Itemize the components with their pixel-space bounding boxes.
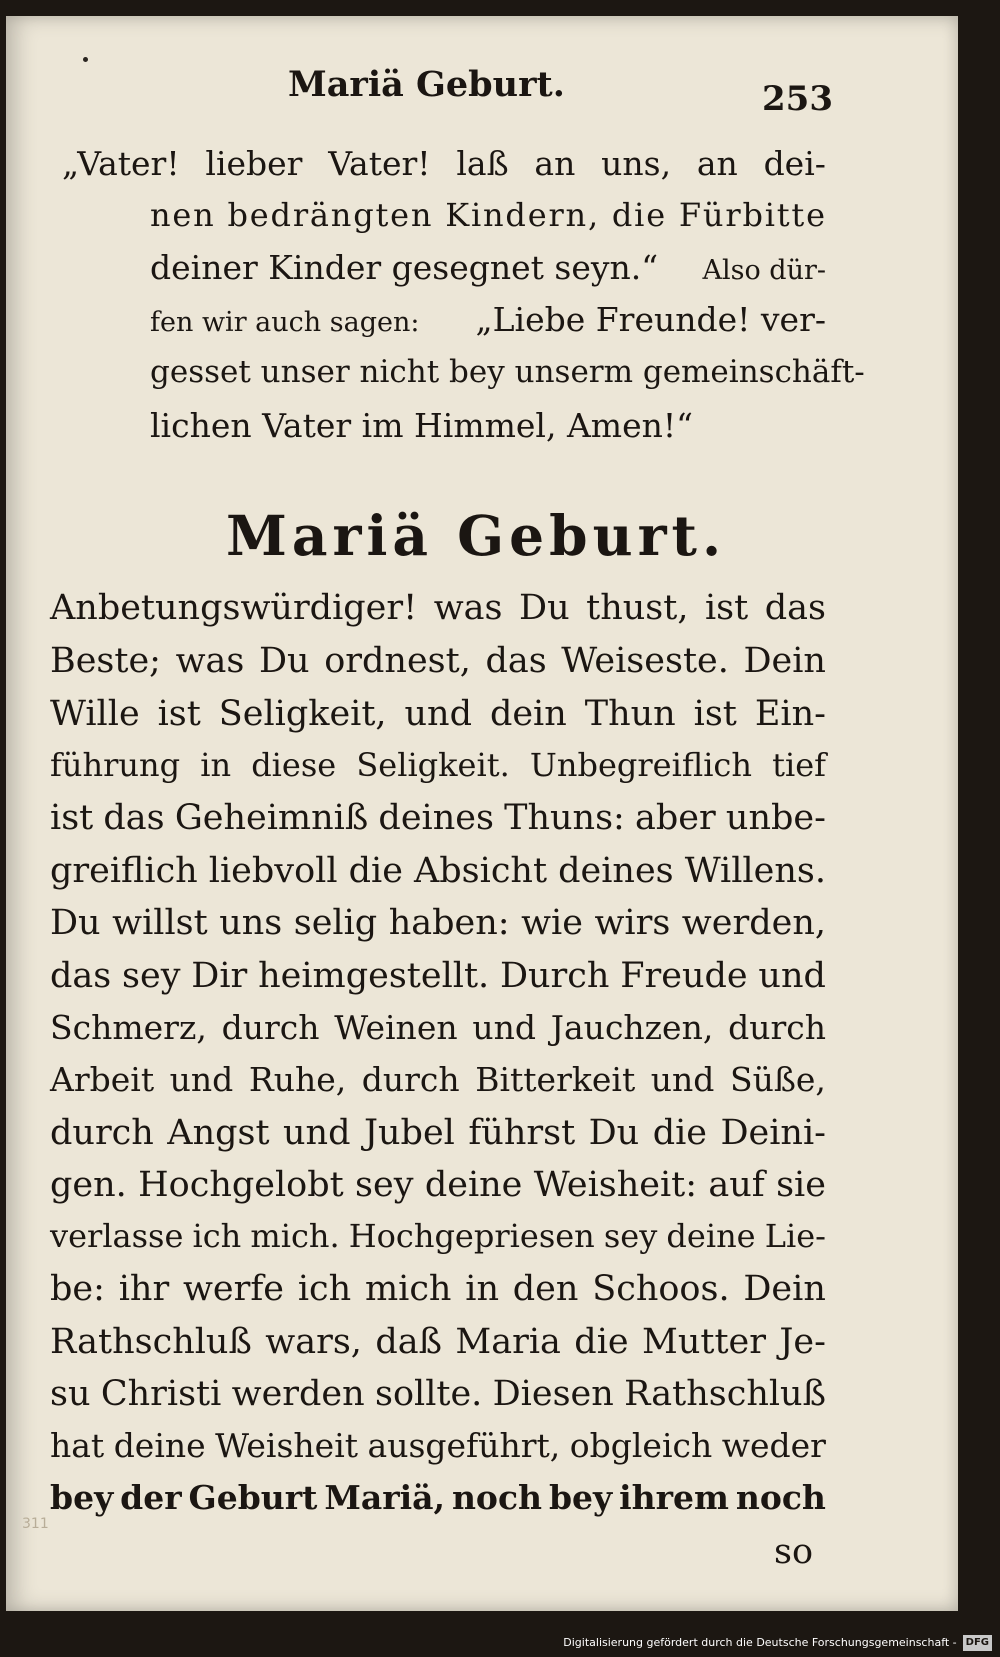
word: durch xyxy=(361,1060,460,1099)
word: an xyxy=(534,144,576,183)
word: führung xyxy=(50,746,181,784)
word: Je- xyxy=(779,1322,826,1362)
paragraph-1-line-2: nen bedrängten Kindern, die Fürbitte xyxy=(150,196,827,234)
ink-speck xyxy=(83,57,88,62)
word: werden, xyxy=(681,903,826,943)
word: Hochgelobt xyxy=(138,1165,344,1205)
word: ausgeführt, xyxy=(367,1426,561,1465)
word: deine xyxy=(424,1165,523,1205)
word: Seligkeit, xyxy=(218,694,387,734)
word: Jubel xyxy=(363,1113,455,1153)
body-line-3 xyxy=(50,694,826,734)
body-line-8 xyxy=(50,956,826,996)
word: wirs xyxy=(594,903,671,943)
word: Du xyxy=(258,641,310,681)
word: heimgestellt. xyxy=(258,956,490,996)
word: Du xyxy=(50,903,101,943)
word: Du xyxy=(588,1113,640,1153)
word: mich xyxy=(364,1269,452,1309)
word: wie xyxy=(521,903,583,943)
body-line-15 xyxy=(50,1322,826,1362)
word: liebvoll xyxy=(208,851,338,891)
word: Maria xyxy=(455,1322,561,1362)
word: und xyxy=(758,956,826,996)
word: das xyxy=(485,641,547,681)
word: die xyxy=(348,851,403,891)
page-number: 253 xyxy=(762,79,833,119)
paragraph-1-line-4-start: fen wir auch sagen: xyxy=(150,307,420,338)
word: deines xyxy=(558,851,674,891)
word: an xyxy=(696,144,738,183)
word: Vater! xyxy=(328,144,431,183)
word: Du xyxy=(519,588,570,628)
word: Dein xyxy=(743,641,826,681)
word: in xyxy=(465,1269,499,1309)
section-title: Mariä Geburt. xyxy=(226,503,727,568)
word: laß xyxy=(456,144,509,183)
word: willst xyxy=(112,903,208,943)
word: su xyxy=(50,1374,91,1414)
word: obgleich xyxy=(569,1426,713,1465)
paragraph-1-line-3-end: Also dür- xyxy=(702,255,826,286)
credit-text: Digitalisierung gefördert durch die Deutsche Forschungsgemeinschaft - xyxy=(563,1636,957,1649)
word: verlasse xyxy=(50,1217,184,1255)
dfg-logo: DFG xyxy=(963,1635,992,1651)
word: ist xyxy=(693,694,737,734)
word: Weisheit: xyxy=(533,1165,698,1205)
word: tief xyxy=(772,746,826,784)
word: Süße, xyxy=(729,1060,826,1099)
word: Wille xyxy=(50,694,140,734)
word: Schmerz, xyxy=(50,1008,207,1047)
word: werfe xyxy=(182,1269,285,1309)
catchword: so xyxy=(774,1532,814,1572)
word: auf xyxy=(708,1165,765,1205)
word: deine xyxy=(113,1426,206,1465)
word: Absicht xyxy=(413,851,548,891)
word: ist xyxy=(157,694,201,734)
word: Geburt xyxy=(188,1478,318,1517)
word: den xyxy=(512,1269,579,1309)
word: aber xyxy=(635,798,716,838)
paragraph-1-line-3-start: deiner Kinder gesegnet seyn.“ xyxy=(150,248,659,287)
word: Hochgepriesen xyxy=(348,1217,595,1255)
word: Weiseste. xyxy=(561,641,729,681)
word: daß xyxy=(375,1322,442,1362)
word: Dein xyxy=(743,1269,826,1309)
word: mich. xyxy=(250,1217,340,1255)
word: thust, xyxy=(586,588,689,628)
word: Bitterkeit xyxy=(475,1060,636,1099)
word: Durch xyxy=(499,956,610,996)
word: der xyxy=(120,1478,182,1517)
word: Weinen xyxy=(334,1008,458,1047)
word: Freude xyxy=(620,956,748,996)
word: in xyxy=(200,746,232,784)
body-line-1 xyxy=(50,588,826,628)
word: Seligkeit. xyxy=(356,746,510,784)
body-line-4 xyxy=(50,746,826,784)
word: das xyxy=(50,956,112,996)
word: Mariä, xyxy=(324,1478,446,1517)
word: ihr xyxy=(118,1269,170,1309)
word: Thun xyxy=(584,694,676,734)
word: Weisheit xyxy=(215,1426,359,1465)
word: lieber xyxy=(205,144,303,183)
body-line-5 xyxy=(50,798,826,838)
word: Rathschluß xyxy=(624,1374,826,1414)
word: Geheimniß xyxy=(174,798,369,838)
word: uns xyxy=(219,903,283,943)
word: Angst xyxy=(167,1113,270,1153)
paragraph-1-line-4-end: „Liebe Freunde! ver- xyxy=(475,300,826,339)
word: das xyxy=(764,588,826,628)
word: das xyxy=(103,798,165,838)
word: Rathschluß xyxy=(50,1322,252,1362)
word: be: xyxy=(50,1269,105,1309)
word: ich xyxy=(297,1269,352,1309)
word: Arbeit xyxy=(50,1060,155,1099)
margin-note: 311 xyxy=(22,1516,49,1532)
body-line-2 xyxy=(50,641,826,681)
word: durch xyxy=(728,1008,826,1047)
word: noch xyxy=(451,1478,543,1517)
body-line-10 xyxy=(50,1060,826,1099)
body-line-7 xyxy=(50,903,826,943)
word: ich xyxy=(192,1217,242,1255)
word: was xyxy=(175,641,245,681)
word: Schoos. xyxy=(592,1269,730,1309)
body-line-14 xyxy=(50,1269,826,1309)
word: deine xyxy=(666,1217,756,1255)
word: „Vater! xyxy=(62,144,180,183)
word: uns, xyxy=(601,144,672,183)
word: bey xyxy=(50,1478,114,1517)
book-page xyxy=(6,16,958,1611)
body-line-12 xyxy=(50,1165,826,1205)
word: hat xyxy=(50,1426,105,1465)
word: selig xyxy=(293,903,378,943)
word: bey xyxy=(548,1478,613,1517)
word: diese xyxy=(251,746,337,784)
word: und xyxy=(169,1060,234,1099)
word: gen. xyxy=(50,1165,127,1205)
word: Christi xyxy=(100,1374,222,1414)
word: durch xyxy=(221,1008,320,1047)
word: führst xyxy=(468,1113,576,1153)
word: sey xyxy=(603,1217,658,1255)
paragraph-1-line-3 xyxy=(150,248,826,287)
word: sie xyxy=(776,1165,826,1205)
word: greiflich xyxy=(50,851,198,891)
paragraph-1-line-6: lichen Vater im Himmel, Amen!“ xyxy=(150,406,694,445)
paragraph-1-line-4 xyxy=(150,300,826,339)
word: haben: xyxy=(388,903,510,943)
body-line-16 xyxy=(50,1374,826,1414)
word: und xyxy=(283,1113,351,1153)
word: Dir xyxy=(191,956,248,996)
word: weder xyxy=(721,1426,826,1465)
word: dein xyxy=(489,694,567,734)
word: Beste; xyxy=(50,641,161,681)
word: die xyxy=(574,1322,629,1362)
word: ordnest, xyxy=(324,641,471,681)
word: was xyxy=(433,588,503,628)
word: Lie- xyxy=(764,1217,826,1255)
word: ist xyxy=(50,798,94,838)
word: unbe- xyxy=(725,798,826,838)
word: Ein- xyxy=(754,694,826,734)
word: Thuns: xyxy=(504,798,625,838)
body-line-9 xyxy=(50,1008,826,1047)
word: durch xyxy=(50,1113,154,1153)
body-line-6 xyxy=(50,851,826,891)
word: Willens. xyxy=(684,851,826,891)
word: und xyxy=(472,1008,537,1047)
word: Diesen xyxy=(492,1374,614,1414)
word: Mutter xyxy=(642,1322,766,1362)
word: Unbegreiflich xyxy=(529,746,752,784)
word: ist xyxy=(704,588,749,628)
word: und xyxy=(404,694,472,734)
word: Deini- xyxy=(720,1113,826,1153)
word: deines xyxy=(378,798,494,838)
word: ihrem xyxy=(619,1478,729,1517)
body-line-13 xyxy=(50,1217,826,1255)
running-title: Mariä Geburt. xyxy=(288,64,565,105)
word: werden xyxy=(231,1374,365,1414)
word: dei- xyxy=(763,144,826,183)
body-line-17 xyxy=(50,1426,826,1465)
paragraph-1-line-1 xyxy=(62,144,826,183)
word: Anbetungswürdiger! xyxy=(50,588,418,628)
word: Jauchzen, xyxy=(550,1008,714,1047)
word: sey xyxy=(355,1165,414,1205)
body-line-11 xyxy=(50,1113,826,1153)
word: sollte. xyxy=(374,1374,483,1414)
paragraph-1-line-5: gesset unser nicht bey unserm gemeinschäft- xyxy=(150,354,865,390)
word: wars, xyxy=(265,1322,362,1362)
word: sey xyxy=(122,956,181,996)
body-line-18 xyxy=(50,1478,826,1517)
word: die xyxy=(652,1113,707,1153)
word: und xyxy=(650,1060,715,1099)
digitization-credit xyxy=(563,1633,992,1653)
word: noch xyxy=(735,1478,826,1517)
word: Ruhe, xyxy=(248,1060,347,1099)
